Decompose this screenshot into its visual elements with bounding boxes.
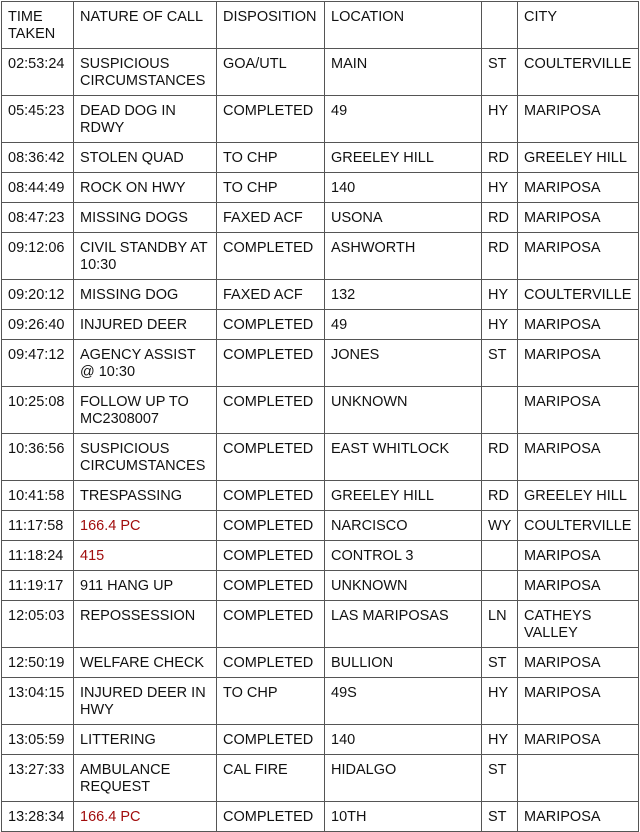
cell-location: GREELEY HILL	[325, 143, 482, 173]
cell-location: GREELEY HILL	[325, 481, 482, 511]
cell-location: ASHWORTH	[325, 233, 482, 280]
cell-city: GREELEY HILL	[518, 481, 639, 511]
table-row	[2, 725, 639, 755]
cell-disposition: COMPLETED	[217, 387, 325, 434]
cell-time: 12:50:19	[2, 648, 74, 678]
table-row	[2, 802, 639, 832]
cell-street-suffix: ST	[482, 49, 518, 96]
table-row	[2, 648, 639, 678]
cell-disposition: COMPLETED	[217, 725, 325, 755]
cell-city: MARIPOSA	[518, 203, 639, 233]
cell-street-suffix: ST	[482, 648, 518, 678]
cell-disposition: COMPLETED	[217, 601, 325, 648]
cell-disposition: COMPLETED	[217, 96, 325, 143]
header-disposition: DISPOSITION	[217, 2, 325, 49]
cell-time: 13:27:33	[2, 755, 74, 802]
cell-location: 10TH	[325, 802, 482, 832]
cell-location: 140	[325, 173, 482, 203]
cell-disposition: COMPLETED	[217, 511, 325, 541]
cell-nature-of-call: MISSING DOG	[74, 280, 217, 310]
cell-city: COULTERVILLE	[518, 49, 639, 96]
cell-city: COULTERVILLE	[518, 511, 639, 541]
cell-location: JONES	[325, 340, 482, 387]
header-row	[2, 2, 639, 49]
cell-street-suffix: ST	[482, 755, 518, 802]
cell-location: LAS MARIPOSAS	[325, 601, 482, 648]
cell-disposition: COMPLETED	[217, 648, 325, 678]
cell-street-suffix: WY	[482, 511, 518, 541]
cell-time: 09:26:40	[2, 310, 74, 340]
cell-location: 140	[325, 725, 482, 755]
cell-time: 09:47:12	[2, 340, 74, 387]
cell-city: MARIPOSA	[518, 725, 639, 755]
cell-time: 10:41:58	[2, 481, 74, 511]
cell-nature-of-call: 166.4 PC	[74, 511, 217, 541]
cell-city: MARIPOSA	[518, 434, 639, 481]
cell-time: 09:20:12	[2, 280, 74, 310]
cell-street-suffix: RD	[482, 203, 518, 233]
cell-disposition: TO CHP	[217, 143, 325, 173]
table-row	[2, 173, 639, 203]
cell-nature-of-call: 166.4 PC	[74, 802, 217, 832]
cell-disposition: COMPLETED	[217, 571, 325, 601]
cell-street-suffix: HY	[482, 310, 518, 340]
cell-street-suffix: RD	[482, 233, 518, 280]
cell-location: NARCISCO	[325, 511, 482, 541]
cell-location: BULLION	[325, 648, 482, 678]
table-row	[2, 233, 639, 280]
table-row	[2, 49, 639, 96]
table-row	[2, 203, 639, 233]
cell-nature-of-call: 415	[74, 541, 217, 571]
table-row	[2, 387, 639, 434]
cell-time: 08:47:23	[2, 203, 74, 233]
table-row	[2, 511, 639, 541]
cell-street-suffix: HY	[482, 173, 518, 203]
cell-time: 02:53:24	[2, 49, 74, 96]
table-row	[2, 280, 639, 310]
cell-street-suffix: LN	[482, 601, 518, 648]
call-log-table	[1, 1, 639, 832]
cell-time: 05:45:23	[2, 96, 74, 143]
cell-street-suffix: HY	[482, 96, 518, 143]
cell-city: MARIPOSA	[518, 802, 639, 832]
cell-location: CONTROL 3	[325, 541, 482, 571]
cell-city: CATHEYS VALLEY	[518, 601, 639, 648]
cell-nature-of-call: FOLLOW UP TO MC2308007	[74, 387, 217, 434]
cell-nature-of-call: AMBULANCE REQUEST	[74, 755, 217, 802]
cell-disposition: GOA/UTL	[217, 49, 325, 96]
cell-nature-of-call: INJURED DEER IN HWY	[74, 678, 217, 725]
cell-street-suffix	[482, 541, 518, 571]
table-row	[2, 571, 639, 601]
cell-time: 10:25:08	[2, 387, 74, 434]
cell-disposition: CAL FIRE	[217, 755, 325, 802]
cell-street-suffix: ST	[482, 802, 518, 832]
cell-time: 10:36:56	[2, 434, 74, 481]
cell-location: EAST WHITLOCK	[325, 434, 482, 481]
cell-nature-of-call: CIVIL STANDBY AT 10:30	[74, 233, 217, 280]
cell-nature-of-call: REPOSSESSION	[74, 601, 217, 648]
table-row	[2, 601, 639, 648]
cell-city: MARIPOSA	[518, 96, 639, 143]
cell-time: 09:12:06	[2, 233, 74, 280]
header-location: LOCATION	[325, 2, 482, 49]
cell-street-suffix: RD	[482, 143, 518, 173]
header-city: CITY	[518, 2, 639, 49]
cell-nature-of-call: SUSPICIOUS CIRCUMSTANCES	[74, 434, 217, 481]
table-row	[2, 434, 639, 481]
cell-location: UNKNOWN	[325, 571, 482, 601]
cell-disposition: TO CHP	[217, 678, 325, 725]
cell-nature-of-call: WELFARE CHECK	[74, 648, 217, 678]
cell-nature-of-call: STOLEN QUAD	[74, 143, 217, 173]
cell-location: MAIN	[325, 49, 482, 96]
cell-street-suffix: RD	[482, 434, 518, 481]
cell-street-suffix	[482, 571, 518, 601]
cell-city: MARIPOSA	[518, 233, 639, 280]
cell-city: MARIPOSA	[518, 310, 639, 340]
cell-city: MARIPOSA	[518, 648, 639, 678]
cell-time: 08:44:49	[2, 173, 74, 203]
cell-disposition: FAXED ACF	[217, 280, 325, 310]
cell-city: MARIPOSA	[518, 173, 639, 203]
cell-location: UNKNOWN	[325, 387, 482, 434]
cell-location: HIDALGO	[325, 755, 482, 802]
cell-time: 13:04:15	[2, 678, 74, 725]
cell-disposition: COMPLETED	[217, 340, 325, 387]
cell-nature-of-call: DEAD DOG IN RDWY	[74, 96, 217, 143]
cell-nature-of-call: 911 HANG UP	[74, 571, 217, 601]
cell-city: GREELEY HILL	[518, 143, 639, 173]
cell-location: 49S	[325, 678, 482, 725]
cell-nature-of-call: MISSING DOGS	[74, 203, 217, 233]
cell-city	[518, 755, 639, 802]
header-suffix	[482, 2, 518, 49]
table-row	[2, 340, 639, 387]
cell-nature-of-call: AGENCY ASSIST @ 10:30	[74, 340, 217, 387]
table-row	[2, 755, 639, 802]
table-row	[2, 678, 639, 725]
cell-location: 49	[325, 96, 482, 143]
cell-city: MARIPOSA	[518, 571, 639, 601]
call-log-body	[2, 49, 639, 832]
header-nature-of-call: NATURE OF CALL	[74, 2, 217, 49]
table-row	[2, 541, 639, 571]
cell-city: MARIPOSA	[518, 678, 639, 725]
cell-nature-of-call: SUSPICIOUS CIRCUMSTANCES	[74, 49, 217, 96]
table-row	[2, 96, 639, 143]
cell-time: 11:18:24	[2, 541, 74, 571]
cell-nature-of-call: INJURED DEER	[74, 310, 217, 340]
cell-street-suffix: HY	[482, 678, 518, 725]
header-time-taken: TIME TAKEN	[2, 2, 74, 49]
cell-time: 13:28:34	[2, 802, 74, 832]
cell-disposition: FAXED ACF	[217, 203, 325, 233]
cell-location: USONA	[325, 203, 482, 233]
cell-disposition: COMPLETED	[217, 802, 325, 832]
cell-disposition: COMPLETED	[217, 481, 325, 511]
cell-city: MARIPOSA	[518, 541, 639, 571]
table-row	[2, 481, 639, 511]
cell-location: 49	[325, 310, 482, 340]
cell-location: 132	[325, 280, 482, 310]
cell-disposition: COMPLETED	[217, 434, 325, 481]
cell-nature-of-call: TRESPASSING	[74, 481, 217, 511]
cell-nature-of-call: LITTERING	[74, 725, 217, 755]
table-row	[2, 143, 639, 173]
cell-city: MARIPOSA	[518, 340, 639, 387]
cell-street-suffix	[482, 387, 518, 434]
cell-time: 12:05:03	[2, 601, 74, 648]
cell-city: COULTERVILLE	[518, 280, 639, 310]
cell-disposition: COMPLETED	[217, 310, 325, 340]
cell-street-suffix: HY	[482, 725, 518, 755]
cell-nature-of-call: ROCK ON HWY	[74, 173, 217, 203]
cell-disposition: TO CHP	[217, 173, 325, 203]
cell-street-suffix: RD	[482, 481, 518, 511]
cell-street-suffix: ST	[482, 340, 518, 387]
cell-time: 11:17:58	[2, 511, 74, 541]
table-row	[2, 310, 639, 340]
cell-disposition: COMPLETED	[217, 233, 325, 280]
cell-time: 13:05:59	[2, 725, 74, 755]
cell-city: MARIPOSA	[518, 387, 639, 434]
cell-disposition: COMPLETED	[217, 541, 325, 571]
cell-time: 11:19:17	[2, 571, 74, 601]
cell-street-suffix: HY	[482, 280, 518, 310]
cell-time: 08:36:42	[2, 143, 74, 173]
